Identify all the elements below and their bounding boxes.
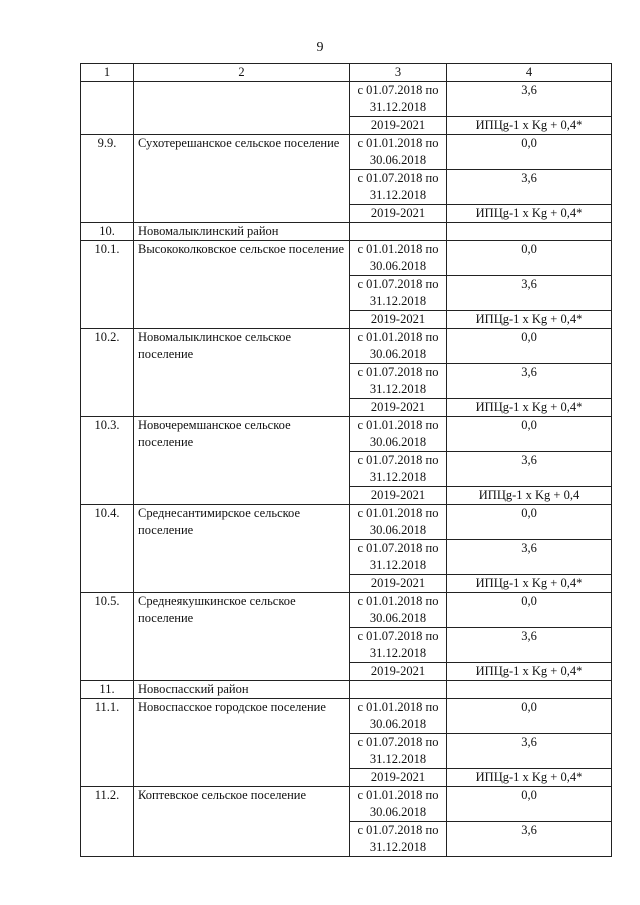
table-row: [81, 505, 612, 540]
settlement-name: [134, 82, 350, 135]
value-cell: 3,6: [447, 82, 612, 117]
value-cell: 0,0: [447, 699, 612, 734]
row-number: 11.: [81, 681, 134, 699]
row-number: 11.2.: [81, 787, 134, 857]
period-cell: с 01.01.2018 по 30.06.2018: [350, 505, 447, 540]
period-cell: 2019-2021: [350, 769, 447, 787]
value-cell: 0,0: [447, 241, 612, 276]
value-cell: 0,0: [447, 505, 612, 540]
table-row: [81, 329, 612, 364]
value-cell: 0,0: [447, 135, 612, 170]
period-cell: с 01.07.2018 по 31.12.2018: [350, 734, 447, 769]
period-cell: с 01.07.2018 по 31.12.2018: [350, 364, 447, 399]
period-cell: с 01.01.2018 по 30.06.2018: [350, 241, 447, 276]
value-cell: 0,0: [447, 787, 612, 822]
row-number: 10.1.: [81, 241, 134, 329]
value-cell: 3,6: [447, 822, 612, 857]
row-number: 11.1.: [81, 699, 134, 787]
row-number: [81, 82, 134, 135]
tariff-table: [80, 63, 612, 857]
value-cell: 3,6: [447, 276, 612, 311]
value-cell: ИПЦg-1 x Kg + 0,4*: [447, 575, 612, 593]
settlement-name: Сухотерешанское сельское поселение: [134, 135, 350, 223]
value-cell: 3,6: [447, 734, 612, 769]
table-row: [81, 135, 612, 170]
period-cell: 2019-2021: [350, 663, 447, 681]
row-number: 10.4.: [81, 505, 134, 593]
period-cell: 2019-2021: [350, 117, 447, 135]
period-cell: с 01.07.2018 по 31.12.2018: [350, 276, 447, 311]
period-cell: с 01.07.2018 по 31.12.2018: [350, 170, 447, 205]
value-cell: ИПЦg-1 x Kg + 0,4*: [447, 399, 612, 417]
settlement-name: Высококолковское сельское поселение: [134, 241, 350, 329]
settlement-name: Среднесантимирское сельское поселение: [134, 505, 350, 593]
value-cell: 3,6: [447, 540, 612, 575]
table-row: [81, 699, 612, 734]
page-number: 9: [316, 40, 324, 55]
header-col-1: 1: [81, 64, 134, 82]
table-row: [81, 241, 612, 276]
settlement-name: Новоспасский район: [134, 681, 350, 699]
row-number: 10.: [81, 223, 134, 241]
period-cell: с 01.07.2018 по 31.12.2018: [350, 628, 447, 663]
settlement-name: Новомалыклинское сельское поселение: [134, 329, 350, 417]
period-cell: 2019-2021: [350, 311, 447, 329]
period-cell: с 01.01.2018 по 30.06.2018: [350, 593, 447, 628]
header-col-3: 3: [350, 64, 447, 82]
header-col-2: 2: [134, 64, 350, 82]
header-row: [81, 64, 612, 82]
settlement-name: Среднеякушкинское сельское поселение: [134, 593, 350, 681]
period-cell: с 01.07.2018 по 31.12.2018: [350, 82, 447, 117]
value-cell: 0,0: [447, 593, 612, 628]
period-cell: с 01.01.2018 по 30.06.2018: [350, 417, 447, 452]
period-cell: 2019-2021: [350, 399, 447, 417]
period-cell: [350, 681, 447, 699]
table-row: [81, 593, 612, 628]
table-row: [81, 82, 612, 117]
period-cell: 2019-2021: [350, 205, 447, 223]
value-cell: 3,6: [447, 364, 612, 399]
row-number: 10.2.: [81, 329, 134, 417]
settlement-name: Новоспасское городское поселение: [134, 699, 350, 787]
row-number: 10.5.: [81, 593, 134, 681]
table-row: [81, 417, 612, 452]
period-cell: с 01.01.2018 по 30.06.2018: [350, 135, 447, 170]
value-cell: 0,0: [447, 329, 612, 364]
value-cell: ИПЦg-1 x Kg + 0,4*: [447, 769, 612, 787]
table-row: [81, 787, 612, 822]
period-cell: с 01.07.2018 по 31.12.2018: [350, 452, 447, 487]
value-cell: [447, 223, 612, 241]
value-cell: ИПЦg-1 x Kg + 0,4*: [447, 117, 612, 135]
settlement-name: Новомалыклинский район: [134, 223, 350, 241]
period-cell: с 01.07.2018 по 31.12.2018: [350, 540, 447, 575]
table-row: [81, 681, 612, 699]
value-cell: ИПЦg-1 x Kg + 0,4*: [447, 311, 612, 329]
period-cell: с 01.01.2018 по 30.06.2018: [350, 699, 447, 734]
value-cell: 3,6: [447, 628, 612, 663]
header-col-4: 4: [447, 64, 612, 82]
period-cell: с 01.01.2018 по 30.06.2018: [350, 329, 447, 364]
value-cell: 0,0: [447, 417, 612, 452]
value-cell: [447, 681, 612, 699]
period-cell: 2019-2021: [350, 575, 447, 593]
row-number: 9.9.: [81, 135, 134, 223]
value-cell: ИПЦg-1 x Kg + 0,4*: [447, 205, 612, 223]
settlement-name: Коптевское сельское поселение: [134, 787, 350, 857]
value-cell: 3,6: [447, 170, 612, 205]
row-number: 10.3.: [81, 417, 134, 505]
period-cell: [350, 223, 447, 241]
period-cell: с 01.01.2018 по 30.06.2018: [350, 787, 447, 822]
period-cell: с 01.07.2018 по 31.12.2018: [350, 822, 447, 857]
table-row: [81, 223, 612, 241]
value-cell: ИПЦg-1 x Kg + 0,4*: [447, 663, 612, 681]
period-cell: 2019-2021: [350, 487, 447, 505]
value-cell: 3,6: [447, 452, 612, 487]
settlement-name: Новочеремшанское сельское поселение: [134, 417, 350, 505]
value-cell: ИПЦg-1 x Kg + 0,4: [447, 487, 612, 505]
